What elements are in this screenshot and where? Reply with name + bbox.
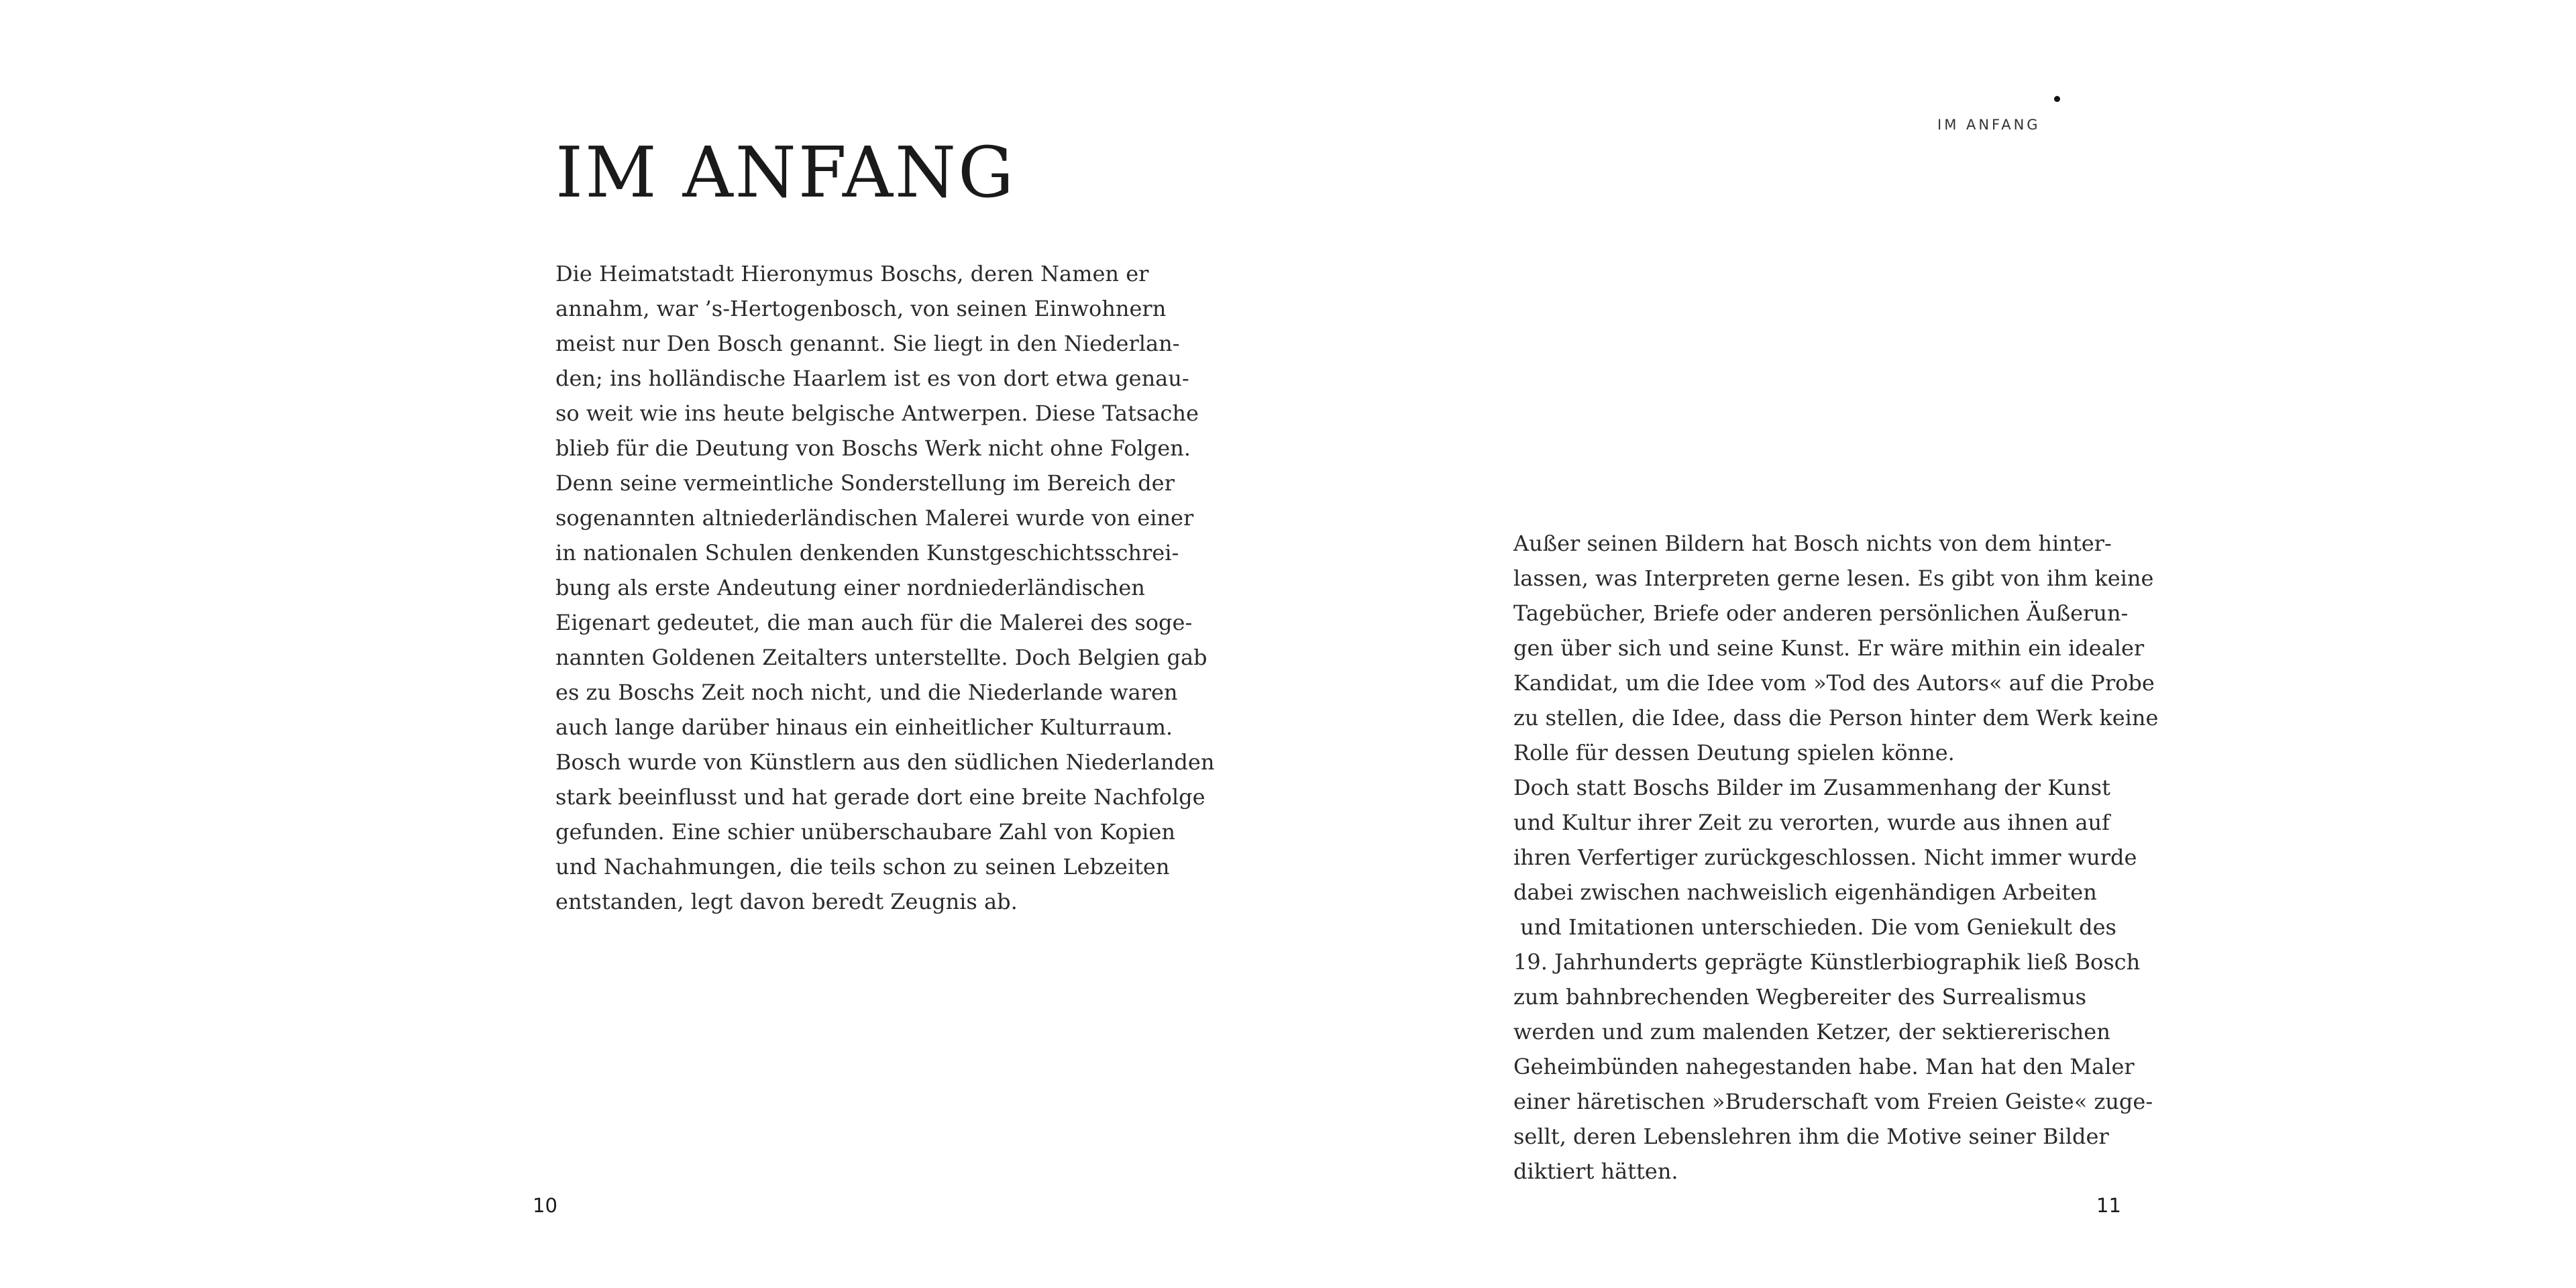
text-line: werden und zum malenden Ketzer, der sektiererischen: [1513, 1019, 2110, 1044]
text-line: 19. Jahrhunderts geprägte Künstlerbiographik ließ Bosch: [1513, 949, 2141, 975]
text-line: sellt, deren Lebenslehren ihm die Motive seiner Bilder: [1513, 1124, 2109, 1149]
text-line: lassen, was Interpreten gerne lesen. Es gibt von ihm keine: [1513, 566, 2154, 591]
text-line: ihren Verfertiger zurückgeschlossen. Nicht immer wurde: [1513, 845, 2137, 870]
text-line: es zu Boschs Zeit noch nicht, und die Niederlande waren: [555, 680, 1178, 705]
text-line: Bosch wurde von Künstlern aus den südlichen Niederlanden: [555, 749, 1215, 775]
text-line: in nationalen Schulen denkenden Kunstgeschichtsschrei-: [555, 540, 1179, 566]
text-line: bung als erste Andeutung einer nordniederländischen: [555, 575, 1145, 600]
text-line: annahm, war ’s-Hertogenbosch, von seinen Einwohnern: [555, 296, 1167, 321]
text-line: blieb für die Deutung von Boschs Werk nicht ohne Folgen.: [555, 435, 1191, 461]
text-line: Tagebücher, Briefe oder anderen persönlichen Äußerun-: [1513, 600, 2129, 626]
text-line: Rolle für dessen Deutung spielen könne.: [1513, 740, 1955, 765]
text-line: Außer seinen Bildern hat Bosch nichts von dem hinter-: [1513, 531, 2112, 556]
right-body-text: [1513, 526, 2159, 1189]
text-line: so weit wie ins heute belgische Antwerpen. Diese Tatsache: [555, 400, 1199, 426]
text-line: diktiert hätten.: [1513, 1159, 1678, 1184]
running-head: IM ANFANG: [1937, 117, 2041, 133]
text-line: Doch statt Boschs Bilder im Zusammenhang der Kunst: [1513, 775, 2110, 800]
text-line: sogenannten altniederländischen Malerei wurde von einer: [555, 505, 1194, 531]
text-line: zu stellen, die Idee, dass die Person hinter dem Werk keine: [1513, 705, 2159, 731]
text-line: und Nachahmungen, die teils schon zu seinen Lebzeiten: [555, 854, 1170, 879]
text-line: meist nur Den Bosch genannt. Sie liegt in den Niederlan-: [555, 331, 1180, 356]
text-line: gen über sich und seine Kunst. Er wäre mithin ein idealer: [1513, 635, 2145, 661]
text-line: dabei zwischen nachweislich eigenhändigen Arbeiten: [1513, 879, 2097, 905]
text-line: Denn seine vermeintliche Sonderstellung im Bereich der: [555, 470, 1175, 496]
text-line: Die Heimatstadt Hieronymus Boschs, deren Namen er: [555, 261, 1149, 286]
text-line: den; ins holländische Haarlem ist es von dort etwa genau-: [555, 366, 1189, 391]
text-line: auch lange darüber hinaus ein einheitlicher Kulturraum.: [555, 714, 1173, 740]
text-line: Eigenart gedeutet, die man auch für die Malerei des soge-: [555, 610, 1193, 635]
running-head-dot: [2054, 96, 2060, 102]
page-number-left: 10: [533, 1194, 557, 1217]
text-line: zum bahnbrechenden Wegbereiter des Surrealismus: [1513, 984, 2087, 1010]
page-number-right: 11: [2096, 1194, 2121, 1217]
text-line: und Kultur ihrer Zeit zu verorten, wurde aus ihnen auf: [1513, 810, 2110, 835]
text-line: Kandidat, um die Idee vom »Tod des Autors« auf die Probe: [1513, 670, 2155, 696]
text-line: und Imitationen unterschieden. Die vom Geniekult des: [1513, 914, 2116, 940]
text-line: stark beeinflusst und hat gerade dort eine breite Nachfolge: [555, 784, 1205, 810]
left-body-text: [555, 256, 1215, 919]
text-line: gefunden. Eine schier unüberschaubare Zahl von Kopien: [555, 819, 1175, 845]
text-line: einer häretischen »Bruderschaft vom Freien Geiste« zuge-: [1513, 1089, 2153, 1114]
chapter-title: IM ANFANG: [555, 131, 1016, 213]
text-line: entstanden, legt davon beredt Zeugnis ab.: [555, 889, 1018, 914]
text-line: Geheimbünden nahegestanden habe. Man hat den Maler: [1513, 1054, 2135, 1079]
text-line: nannten Goldenen Zeitalters unterstellte. Doch Belgien gab: [555, 645, 1208, 670]
